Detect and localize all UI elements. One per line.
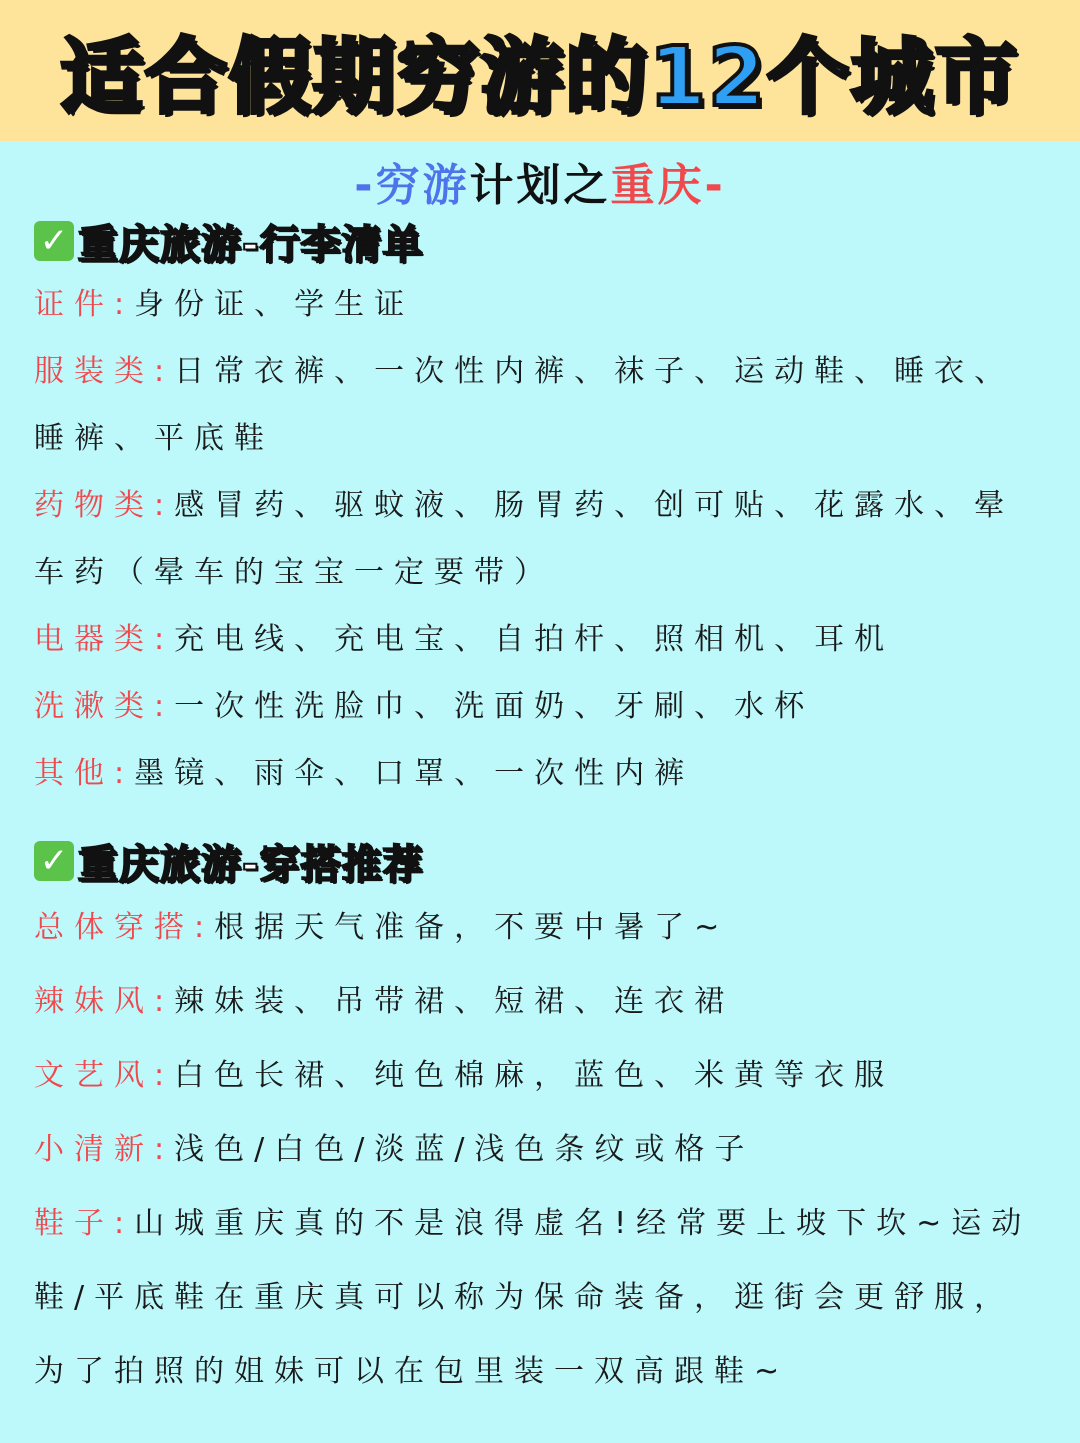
item-label: 证件: — [34, 287, 135, 322]
item-text: 一次性洗脸巾、洗面奶、牙刷、水杯 — [174, 689, 815, 724]
subtitle-dash-right: - — [704, 160, 726, 211]
list-item — [34, 740, 1046, 807]
header-title-part5: 城市 — [851, 30, 1020, 125]
list-item — [34, 673, 1046, 740]
list-item — [34, 271, 1046, 338]
section-packing-list — [34, 211, 1046, 807]
list-item — [34, 338, 1046, 472]
header-title-part3: 的 — [564, 30, 649, 125]
item-text: 充电线、充电宝、自拍杆、照相机、耳机 — [174, 622, 895, 657]
checkmark-icon: ✓ — [34, 221, 74, 261]
list-item — [34, 1113, 1046, 1187]
list-item — [34, 965, 1046, 1039]
item-label: 药物类: — [34, 488, 175, 523]
list-item — [34, 1187, 1046, 1409]
item-text: 墨镜、雨伞、口罩、一次性内裤 — [134, 756, 695, 791]
list-item — [34, 606, 1046, 673]
subtitle-part1: 穷游 — [375, 160, 470, 211]
header-title-part1: 适合 — [60, 30, 229, 125]
item-text: 浅色/白色/淡蓝/浅色条纹或格子 — [174, 1132, 755, 1167]
item-label: 其他: — [34, 756, 135, 791]
header-title-part4: 12个 — [648, 30, 852, 125]
subtitle-part2: 计划之 — [469, 160, 611, 211]
item-text: 身份证、学生证 — [134, 287, 415, 322]
list-item — [34, 891, 1046, 965]
header-title-part2: 假期穷游 — [228, 30, 565, 125]
item-text: 山城重庆真的不是浪得虚名!经常要上坡下坎~运动鞋/平底鞋在重庆真可以称为保命装备，逛街会更舒服，为了拍照的姐妹可以在包里装一双高跟鞋~ — [34, 1206, 1032, 1389]
item-text: 感冒药、驱蚊液、肠胃药、创可贴、花露水、晕车药（晕车的宝宝一定要带） — [34, 488, 1015, 590]
subtitle-dash-left: - — [354, 160, 376, 211]
item-label: 文艺风: — [34, 1058, 175, 1093]
section-title-text: 重庆旅游-行李清单 — [78, 221, 424, 268]
item-text: 根据天气准备，不要中暑了~ — [214, 910, 730, 945]
item-label: 服装类: — [34, 354, 175, 389]
item-text: 辣妹装、吊带裙、短裙、连衣裙 — [174, 984, 735, 1019]
item-label: 小清新: — [34, 1132, 175, 1167]
section-title — [34, 831, 1046, 891]
checkmark-icon: ✓ — [34, 841, 74, 881]
item-label: 洗漱类: — [34, 689, 175, 724]
section-title — [34, 211, 1046, 271]
item-label: 辣妹风: — [34, 984, 175, 1019]
item-text: 日常衣裤、一次性内裤、袜子、运动鞋、睡衣、睡裤、平底鞋 — [34, 354, 1015, 456]
list-item — [34, 1039, 1046, 1113]
list-item — [34, 472, 1046, 606]
subtitle-part3: 重庆 — [610, 160, 705, 211]
subtitle — [0, 149, 1080, 211]
section-title-text: 重庆旅游-穿搭推荐 — [78, 841, 424, 888]
item-text: 白色长裙、纯色棉麻，蓝色、米黄等衣服 — [174, 1058, 895, 1093]
section-outfit-recommendations — [34, 831, 1046, 1409]
item-label: 电器类: — [34, 622, 175, 657]
header-banner — [0, 0, 1080, 141]
content — [0, 211, 1080, 1409]
item-label: 总体穿搭: — [34, 910, 215, 945]
item-label: 鞋子: — [34, 1206, 135, 1241]
